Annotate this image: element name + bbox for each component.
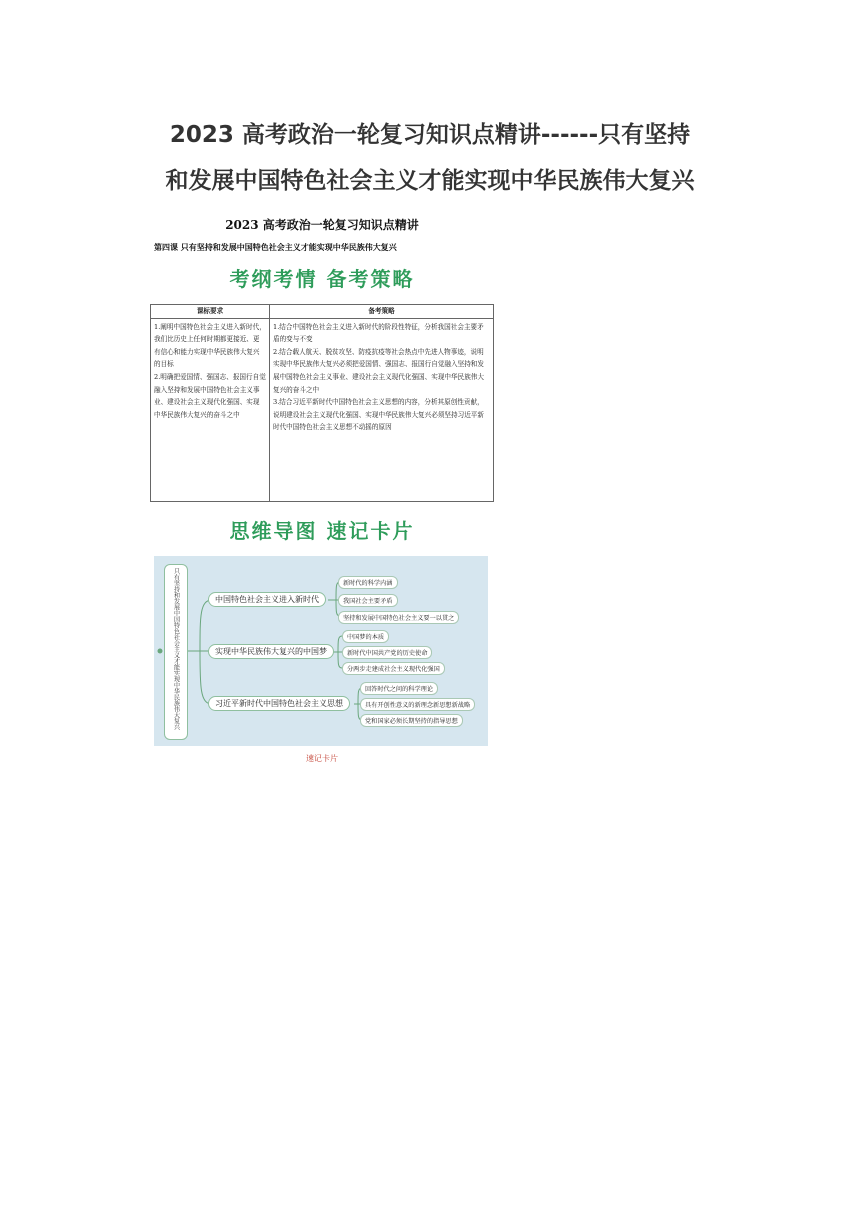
image-caption: 速记卡片 — [306, 754, 338, 763]
mind-map-root-label: 只有坚持和发展中国特色社会主义才能实现中华民族伟大复兴 — [172, 568, 180, 730]
leaf-new-era-2: 我国社会主要矛盾 — [338, 594, 398, 607]
leaf-xi-thought-2: 具有开创性意义的新理念新思想新战略 — [360, 698, 475, 711]
lesson-subtitle: 第四课 只有坚持和发展中国特色社会主义才能实现中华民族伟大复兴 — [154, 242, 397, 252]
image-title: 2023 高考政治一轮复习知识点精讲 — [225, 218, 419, 232]
strategy-cell: 1.结合中国特色社会主义进入新时代的阶段性特征，分析我国社会主要矛盾的变与不变 2.结合载人航天、脱贫攻坚、防疫抗疫等社会热点中先进人物事迹，说明实现中华民族伟大复兴必须把爱国情、强国志、报国行自觉融入坚持和发展中国特色社会主义事业、建设社会主义现代化强国、实现中华民族伟大复兴的奋斗之中 3.结合习近平新时代中国特色社会主义思想的内容，分析其原创性贡献，说明建设社会主义现代化强国、实现中华民族伟大复兴必须坚持习近平新时代中国特色社会主义思想不动摇的原因 — [270, 318, 494, 501]
leaf-chinese-dream-3: 分两步走建成社会主义现代化强国 — [342, 662, 445, 675]
table-header-standards: 课标要求 — [151, 305, 270, 319]
mindmap-banner: 思维导图 速记卡片 — [212, 518, 432, 546]
page-title-line-1: 2023 高考政治一轮复习知识点精讲------只有坚持 — [169, 122, 691, 148]
requirements-table — [150, 304, 494, 502]
leaf-xi-thought-3: 党和国家必须长期坚持的指导思想 — [360, 714, 463, 727]
page-title — [100, 112, 760, 204]
exam-strategy-banner: 考纲考情 备考策略 — [212, 266, 432, 294]
root-node-dot — [158, 649, 163, 654]
branch-xi-thought: 习近平新时代中国特色社会主义思想 — [208, 696, 350, 711]
leaf-new-era-3: 坚持和发展中国特色社会主义要一以贯之 — [338, 611, 459, 624]
connector-branch-3 — [200, 651, 212, 704]
branch-chinese-dream: 实现中华民族伟大复兴的中国梦 — [208, 644, 334, 659]
standards-cell: 1.阐明中国特色社会主义进入新时代，我们比历史上任何时期都更接近、更有信心和能力实现中华民族伟大复兴的目标 2.明确把爱国情、强国志、报国行自觉融入坚持和发展中国特色社会主义事业、建设社会主义现代化强国、实现中华民族伟大复兴的奋斗之中 — [151, 318, 270, 501]
branch-new-era: 中国特色社会主义进入新时代 — [208, 592, 326, 607]
leaf-new-era-1: 新时代的科学内涵 — [338, 576, 398, 589]
table-header-strategy: 备考策略 — [270, 305, 494, 319]
leaf-chinese-dream-2: 新时代中国共产党的历史使命 — [342, 646, 432, 659]
embedded-study-image — [148, 208, 496, 764]
connector-branch-1 — [200, 600, 212, 651]
mind-map-root — [164, 564, 188, 740]
table-row — [151, 318, 494, 501]
leaf-xi-thought-1: 回答时代之问的科学理论 — [360, 682, 438, 695]
leaf-chinese-dream-1: 中国梦的本质 — [342, 630, 389, 643]
page-title-line-2: 和发展中国特色社会主义才能实现中华民族伟大复兴 — [165, 168, 695, 194]
mind-map — [154, 556, 488, 746]
